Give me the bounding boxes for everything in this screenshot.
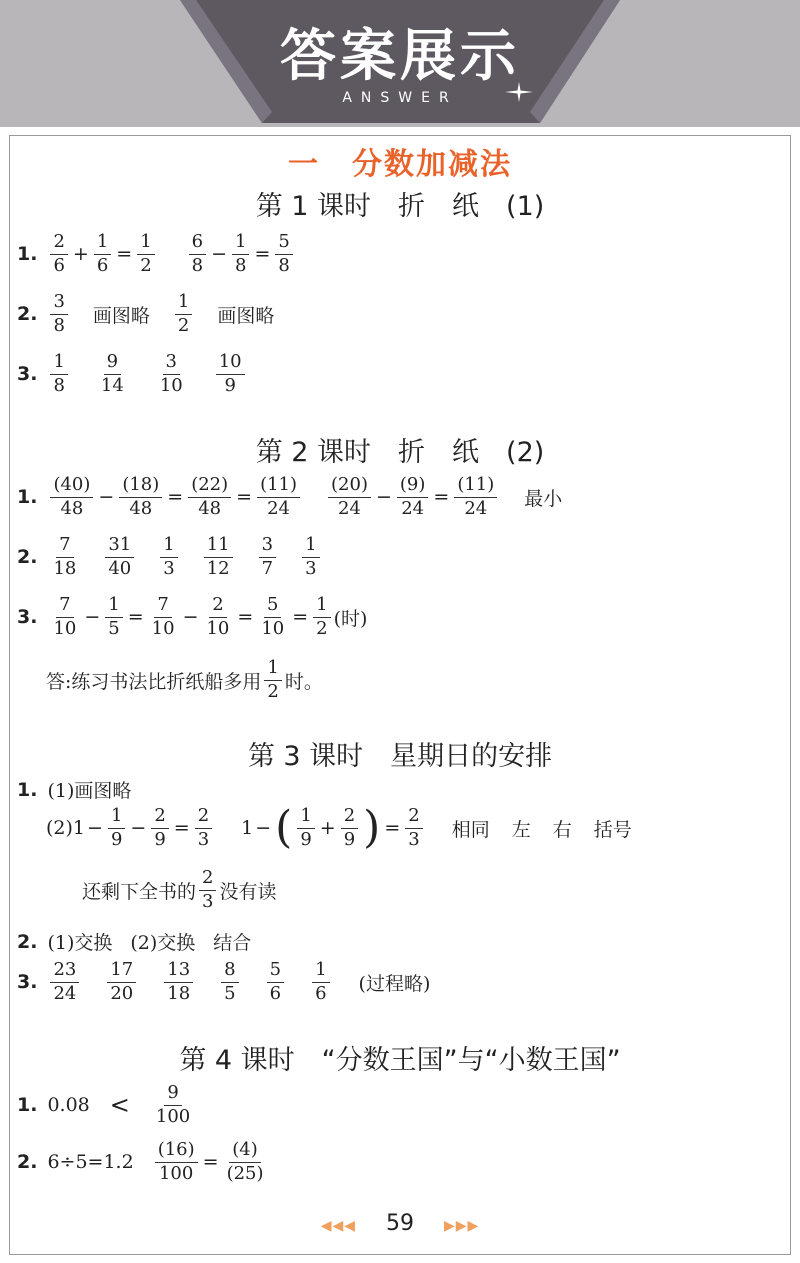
fraction: $\frac{9}{100}$ — [155, 1082, 191, 1127]
fraction: $\frac{(9)}{24}$ — [397, 475, 429, 519]
lesson-4-title: 第 4 课时 “分数王国”与“小数王国” — [179, 1045, 621, 1076]
fraction: $\frac{11}{12}$ — [204, 535, 233, 579]
answer-text: 0.08 — [47, 1094, 90, 1117]
operator: = — [236, 486, 253, 509]
operator: − — [255, 817, 272, 840]
l1-question-1 — [17, 232, 296, 276]
answer-text: 结合 — [213, 932, 252, 954]
answer-text: (过程略) — [358, 972, 431, 995]
sparkle-icon — [505, 82, 533, 102]
fraction: $\frac{3}{7}$ — [259, 535, 276, 579]
fraction: $\frac{(40)}{48}$ — [50, 475, 93, 519]
answer-text: 答:练习书法比折纸船多用 — [46, 670, 262, 693]
l1-question-3 — [17, 352, 248, 396]
fraction: $\frac{8}{5}$ — [221, 960, 238, 1004]
l3-question-2 — [17, 928, 251, 955]
operator: = — [254, 243, 271, 266]
question-number: 3. — [17, 363, 38, 386]
operator: = — [127, 606, 144, 629]
fraction: $\frac{1}{9}$ — [297, 806, 314, 850]
question-number: 1. — [17, 486, 38, 509]
lesson-3-title: 第 3 课时 星期日的安排 — [247, 741, 553, 772]
operator: = — [237, 606, 254, 629]
fraction: $\frac{2}{3}$ — [405, 806, 422, 850]
operator: + — [319, 817, 336, 840]
header-banner — [0, 0, 800, 127]
operator: − — [84, 606, 101, 629]
right-parenthesis: ) — [363, 802, 381, 854]
l4-question-1 — [17, 1083, 196, 1127]
operator: − — [130, 817, 147, 840]
fraction: $\frac{2}{3}$ — [199, 868, 216, 912]
answer-text: 画图略 — [217, 304, 275, 327]
operator: = — [116, 243, 133, 266]
operator: − — [98, 486, 115, 509]
l2-question-1 — [17, 475, 562, 519]
fraction: $\frac{1}{9}$ — [108, 806, 125, 850]
l3-question-3 — [17, 960, 430, 1004]
answer-text: 左 — [511, 818, 531, 841]
operator: < — [109, 1091, 130, 1120]
fraction: $\frac{(11)}{24}$ — [454, 475, 497, 519]
fraction: $\frac{1}{8}$ — [50, 352, 67, 396]
operator: = — [433, 486, 450, 509]
lesson-1-title: 第 1 课时 折 纸 (1) — [255, 191, 545, 222]
fraction: $\frac{(20)}{24}$ — [328, 475, 371, 519]
operator: − — [87, 817, 103, 840]
answer-text: 时。 — [284, 670, 323, 693]
fraction: $\frac{7}{10}$ — [53, 594, 77, 639]
answer-text: 相同 — [451, 818, 490, 841]
fraction: $\frac{9}{14}$ — [100, 351, 124, 396]
question-number: 1. — [17, 243, 38, 266]
fraction: $\frac{1}{6}$ — [94, 232, 111, 276]
fraction: $\frac{1}{2}$ — [137, 232, 154, 276]
question-number: 1. — [17, 778, 38, 801]
l2-answer — [46, 658, 323, 702]
l3-question-1 — [17, 776, 131, 803]
fraction: $\frac{10}{9}$ — [216, 352, 245, 396]
operator: = — [292, 606, 309, 629]
fraction: $\frac{1}{8}$ — [232, 232, 249, 276]
question-number: 2. — [17, 1151, 38, 1174]
answer-text: 括号 — [593, 818, 632, 841]
fraction: $\frac{2}{9}$ — [341, 806, 358, 850]
operator: − — [211, 243, 228, 266]
answer-text: 画图略 — [92, 304, 150, 327]
fraction: $\frac{31}{40}$ — [105, 535, 134, 579]
operator: = — [167, 486, 184, 509]
operator: = — [173, 817, 190, 840]
fraction: $\frac{13}{18}$ — [164, 960, 193, 1004]
answer-text: 1 — [241, 817, 254, 840]
fraction: $\frac{1}{2}$ — [313, 595, 330, 639]
fraction: $\frac{2}{9}$ — [151, 806, 168, 850]
fraction: $\frac{17}{20}$ — [107, 960, 136, 1004]
chapter-title: 一 分数加减法 — [288, 147, 512, 182]
left-parenthesis: ( — [275, 802, 293, 854]
fraction: $\frac{5}{8}$ — [275, 232, 292, 276]
fraction: $\frac{5}{10}$ — [261, 594, 285, 639]
banner-subtitle: ANSWER — [342, 90, 458, 106]
fraction: $\frac{(16)}{100}$ — [155, 1140, 198, 1184]
right-arrows-icon: ▶▶▶ — [444, 1218, 480, 1234]
operator: = — [384, 817, 401, 840]
answer-text: (1)画图略 — [47, 780, 132, 802]
fraction: $\frac{1}{6}$ — [312, 960, 329, 1004]
operator: − — [182, 606, 199, 629]
answer-text: 右 — [552, 818, 572, 841]
fraction: $\frac{(4)}{(25)}$ — [226, 1139, 264, 1184]
answer-text: (1)交换 — [47, 932, 113, 954]
answer-text: 没有读 — [219, 880, 277, 903]
answer-text: 还剩下全书的 — [82, 880, 197, 903]
operator: + — [72, 243, 89, 266]
fraction: $\frac{1}{3}$ — [302, 535, 319, 579]
question-number: 2. — [17, 303, 38, 326]
l3-question-1-part-2 — [46, 802, 632, 854]
fraction: $\frac{5}{6}$ — [267, 960, 284, 1004]
fraction: $\frac{1}{2}$ — [175, 292, 192, 336]
answer-text: (2)交换 — [130, 932, 196, 954]
l4-question-2 — [17, 1140, 270, 1184]
fraction: $\frac{2}{10}$ — [206, 594, 230, 639]
left-arrows-icon: ◀◀◀ — [320, 1218, 356, 1234]
question-number: 2. — [17, 546, 38, 569]
l3-question-1-part-3 — [82, 868, 276, 912]
l2-question-2 — [17, 535, 323, 579]
fraction: $\frac{2}{3}$ — [195, 806, 212, 850]
fraction: $\frac{23}{24}$ — [50, 960, 79, 1004]
page-number: 59 — [386, 1211, 414, 1236]
unit-text: (时) — [333, 607, 368, 630]
page-footer — [0, 1211, 800, 1236]
fraction: $\frac{2}{6}$ — [50, 232, 67, 276]
answer-text: 最小 — [524, 487, 563, 510]
l1-question-2 — [17, 292, 274, 336]
banner-title: 答案展示 — [280, 24, 520, 89]
lesson-2-title: 第 2 课时 折 纸 (2) — [255, 437, 545, 468]
operator: = — [202, 1151, 219, 1174]
question-number: 3. — [17, 971, 38, 994]
fraction: $\frac{7}{18}$ — [53, 534, 77, 579]
operator: − — [375, 486, 392, 509]
fraction: $\frac{3}{8}$ — [50, 292, 67, 336]
fraction: $\frac{1}{2}$ — [264, 658, 281, 702]
fraction: $\frac{1}{5}$ — [105, 595, 122, 639]
question-number: 3. — [17, 606, 38, 629]
l2-question-3 — [17, 595, 367, 639]
fraction: $\frac{3}{10}$ — [159, 351, 183, 396]
fraction: $\frac{(22)}{48}$ — [188, 475, 231, 519]
fraction: $\frac{(18)}{48}$ — [119, 475, 162, 519]
answer-text: 6÷5=1.2 — [47, 1151, 134, 1174]
question-number: 1. — [17, 1094, 38, 1117]
fraction: $\frac{7}{10}$ — [151, 594, 175, 639]
fraction: $\frac{1}{3}$ — [160, 535, 177, 579]
fraction: $\frac{6}{8}$ — [189, 232, 206, 276]
question-number: 2. — [17, 930, 38, 953]
answer-text: (2)1 — [46, 817, 86, 840]
fraction: $\frac{(11)}{24}$ — [257, 475, 300, 519]
